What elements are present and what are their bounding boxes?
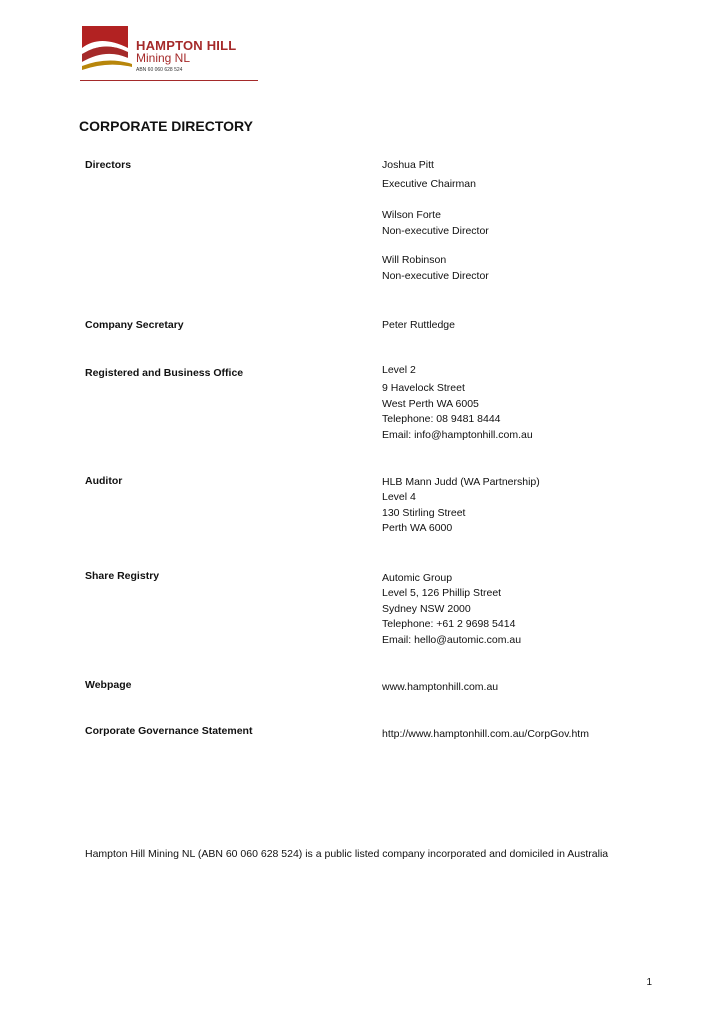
registry-label: Share Registry xyxy=(85,570,160,582)
auditor-line: 130 Stirling Street xyxy=(382,507,466,519)
office-phone: Telephone: 08 9481 8444 xyxy=(382,413,501,425)
director-name: Will Robinson xyxy=(382,254,447,266)
registry-line: Sydney NSW 2000 xyxy=(382,603,471,615)
logo-subname: Mining NL xyxy=(136,51,191,65)
auditor-line: HLB Mann Judd (WA Partnership) xyxy=(382,476,540,488)
office-email: Email: info@hamptonhill.com.au xyxy=(382,429,533,441)
logo-name: HAMPTON HILL xyxy=(136,38,237,53)
office-line: West Perth WA 6005 xyxy=(382,398,479,410)
secretary-label: Company Secretary xyxy=(85,319,184,331)
registry-line: Automic Group xyxy=(382,572,453,584)
registry-line: Level 5, 126 Phillip Street xyxy=(382,587,502,599)
webpage-label: Webpage xyxy=(85,679,132,691)
director-role: Non-executive Director xyxy=(382,225,489,237)
auditor-label: Auditor xyxy=(85,475,123,487)
registry-email: Email: hello@automic.com.au xyxy=(382,634,522,646)
directors-label: Directors xyxy=(85,159,132,171)
auditor-line: Level 4 xyxy=(382,491,416,503)
page-title: CORPORATE DIRECTORY xyxy=(79,118,253,134)
governance-link[interactable]: http://www.hamptonhill.com.au/CorpGov.htm xyxy=(382,728,589,740)
director-name: Wilson Forte xyxy=(382,209,441,221)
director-role: Executive Chairman xyxy=(382,178,476,190)
company-logo xyxy=(80,26,260,82)
office-line: 9 Havelock Street xyxy=(382,382,465,394)
director-role: Non-executive Director xyxy=(382,270,489,282)
governance-label: Corporate Governance Statement xyxy=(85,725,253,737)
page-number: 1 xyxy=(646,977,652,988)
logo-abn: ABN 60 060 628 524 xyxy=(136,67,183,73)
director-name: Joshua Pitt xyxy=(382,159,434,171)
hill-emblem-icon xyxy=(82,26,134,70)
secretary-value: Peter Ruttledge xyxy=(382,319,455,331)
footer-statement: Hampton Hill Mining NL (ABN 60 060 628 524) is a public listed company incorporated and domiciled in Australia xyxy=(85,848,609,860)
logo-divider xyxy=(80,80,258,81)
office-label: Registered and Business Office xyxy=(85,367,244,379)
registry-phone: Telephone: +61 2 9698 5414 xyxy=(382,618,516,630)
webpage-link[interactable]: www.hamptonhill.com.au xyxy=(382,681,499,693)
office-line: Level 2 xyxy=(382,364,416,376)
auditor-line: Perth WA 6000 xyxy=(382,522,453,534)
